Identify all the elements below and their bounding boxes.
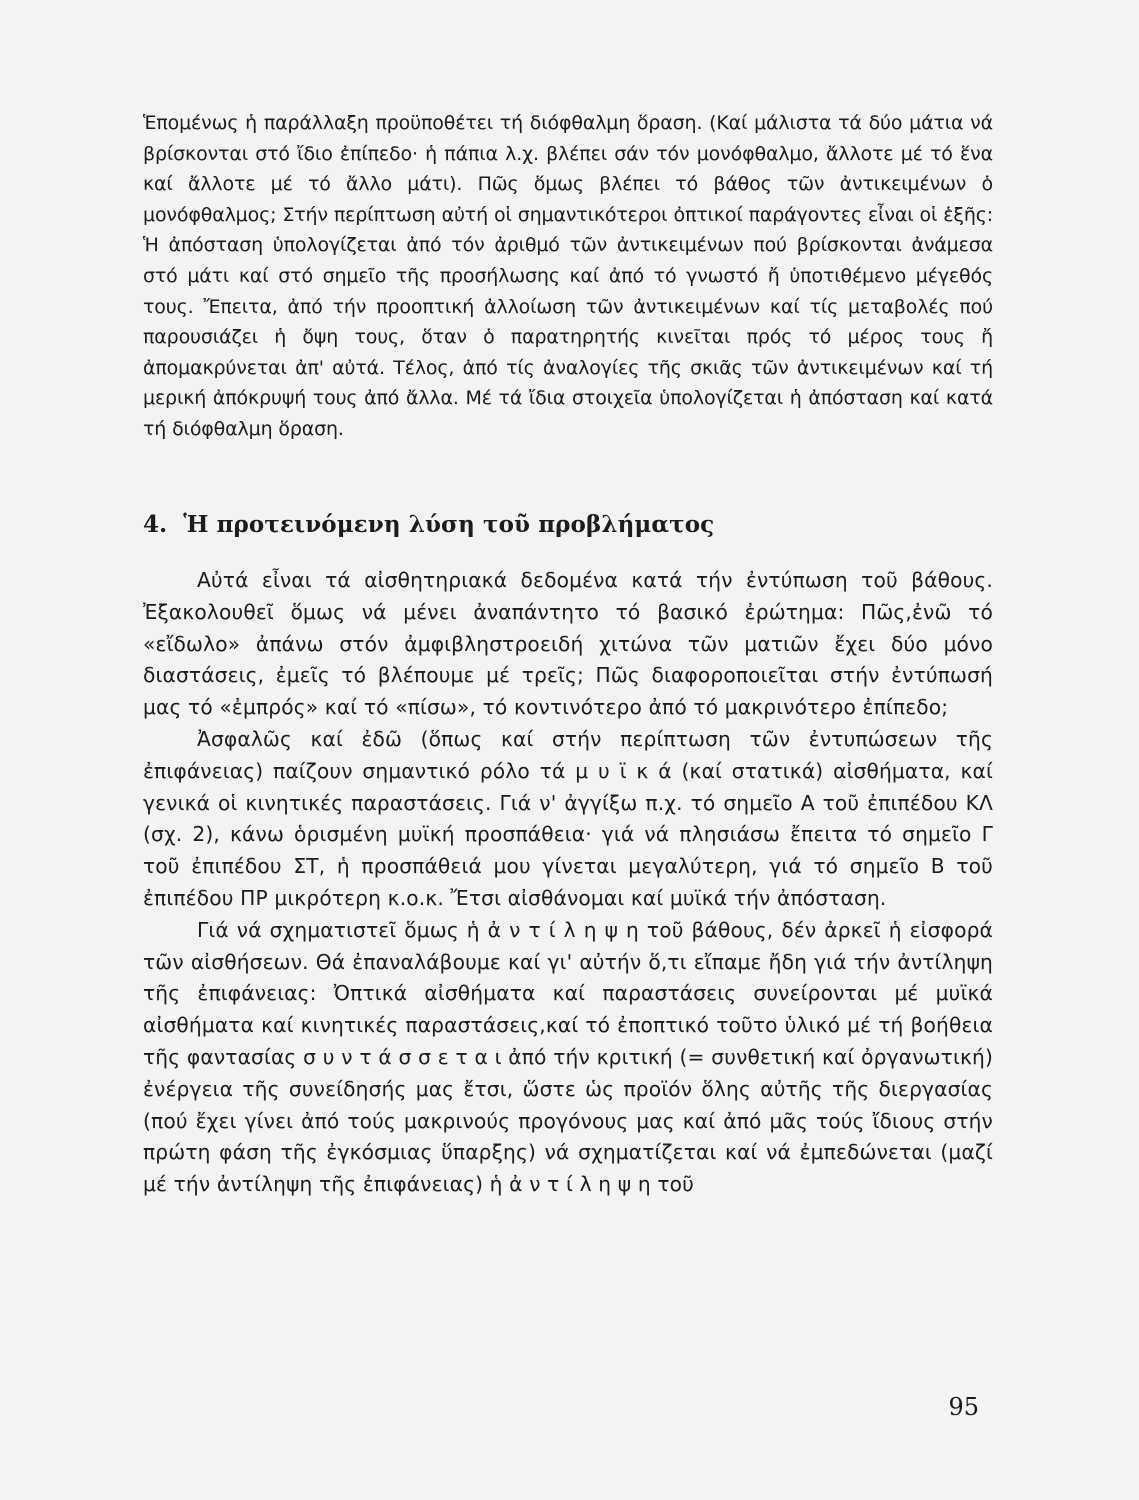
intro-paragraph: Ἑπομένως ἡ παράλλαξη προϋποθέτει τή διόφθαλμη ὅραση. (Καί μάλιστα τά δύο μάτια νά βρίσκονται στό ἴδιο ἐπίπεδο· ἡ πάπια λ.χ. βλέπει σάν τόν μονόφθαλμο, ἄλλοτε μέ τό ἕνα καί ἄλλοτε μέ τό ἄλλο μάτι). Πῶς ὅμως βλέπει τό βάθος τῶν ἀντικειμένων ὁ μονόφθαλμος; Στήν περίπτωση αὐτή οἱ σημαντικότεροι ὀπτικοί παράγοντες εἶναι οἱ ἑξῆς: Ἡ ἀπόσταση ὑπολογίζεται ἀπό τόν ἀριθμό τῶν ἀντικειμένων πού βρίσκονται ἀνάμεσα στό μάτι καί στό σημεῖο τῆς προσήλωσης καί ἀπό τό γνωστό ἤ ὑποτιθέμενο μέγεθός τους. Ἔπειτα, ἀπό τήν προοπτική ἀλλοίωση τῶν ἀντικειμένων καί τίς μεταβολές πού παρουσιάζει ἡ ὄψη τους, ὅταν ὁ παρατηρητής κινεῖται πρός τό μέρος τους ἤ ἀπομακρύνεται ἀπ' αὐτά. Τέλος, ἀπό τίς ἀναλογίες τῆς σκιᾶς τῶν ἀντικειμένων καί τή μερική ἀπόκρυψή τους ἀπό ἄλλα. Μέ τά ἴδια στοιχεῖα ὑπολογίζεται ἡ ἀπόσταση καί κατά τή διόφθαλμη ὅραση.: [143, 112, 993, 440]
section-number: 4.: [143, 511, 168, 538]
paragraph-2: Ἀσφαλῶς καί ἐδῶ (ὅπως καί στήν περίπτωση τῶν ἐντυπώσεων τῆς ἐπιφάνειας) παίζουν σημαντικό ρόλο τά μ υ ϊ κ ά (καί στατικά) αἰσθήματα, καί γενικά οἱ κινητικές παραστάσεις. Γιά ν' ἀγγίξω π.χ. τό σημεῖο Α τοῦ ἐπιπέδου ΚΛ (σχ. 2), κάνω ὁρισμένη μυϊκή προσπάθεια· γιά νά πλησιάσω ἔπειτα τό σημεῖο Γ τοῦ ἐπιπέδου ΣΤ, ἡ προσπάθειά μου γίνεται μεγαλύτερη, γιά τό σημεῖο Β τοῦ ἐπιπέδου ΠΡ μικρότερη κ.ο.κ. Ἔτσι αἰσθάνομαι καί μυϊκά τήν ἀπόσταση.: [143, 726, 993, 910]
intro-paragraph-block: [143, 108, 993, 445]
section-heading: [143, 508, 993, 542]
section-title: Ἡ προτεινόμενη λύση τοῦ προβλήματος: [183, 511, 715, 538]
section-body: [143, 565, 993, 1201]
page-number: 95: [948, 1393, 979, 1421]
paragraph-1: Αὐτά εἶναι τά αἰσθητηριακά δεδομένα κατά τήν ἐντύπωση τοῦ βάθους. Ἐξακολουθεῖ ὅμως νά μένει ἀναπάντητο τό βασικό ἐρώτημα: Πῶς,ἐνῶ τό «εἴδωλο» ἀπάνω στόν ἀμφιβληστροειδή χιτώνα τῶν ματιῶν ἔχει δύο μόνο διαστάσεις, ἐμεῖς τό βλέπουμε μέ τρεῖς; Πῶς διαφοροποιεῖται στήν ἐντύπωσή μας τό «ἐμπρός» καί τό «πίσω», τό κοντινότερο ἀπό τό μακρινότερο ἐπίπεδο;: [143, 568, 993, 720]
paragraph-3: Γιά νά σχηματιστεῖ ὅμως ἡ ἀ ν τ ί λ η ψ η τοῦ βάθους, δέν ἀρκεῖ ἡ εἰσφορά τῶν αἰσθήσεων. Θά ἐπαναλάβουμε καί γι' αὐτήν ὅ,τι εἴπαμε ἤδη γιά τήν ἀντίληψη τῆς ἐπιφάνειας: Ὀπτικά αἰσθήματα καί παραστάσεις συνείρονται μέ μυϊκά αἰσθήματα καί κινητικές παραστάσεις,καί τό ἐποπτικό τοῦτο ὑλικό μέ τή βοήθεια τῆς φαντασίας σ υ ν τ ά σ σ ε τ α ι ἀπό τήν κριτική (= συνθετική καί ὀργανωτική) ἐνέργεια τῆς συνείδησής μας ἔτσι, ὥστε ὡς προϊόν ὅλης αὐτῆς τῆς διεργασίας (πού ἔχει γίνει ἀπό τούς μακρινούς προγόνους μας καί ἀπό μᾶς τούς ἴδιους στήν πρώτη φάση τῆς ἐγκόσμιας ὕπαρξης) νά σχηματίζεται καί νά ἐμπεδώνεται (μαζί μέ τήν ἀντίληψη τῆς ἐπιφάνειας) ἡ ἀ ν τ ί λ η ψ η τοῦ: [143, 917, 993, 1197]
